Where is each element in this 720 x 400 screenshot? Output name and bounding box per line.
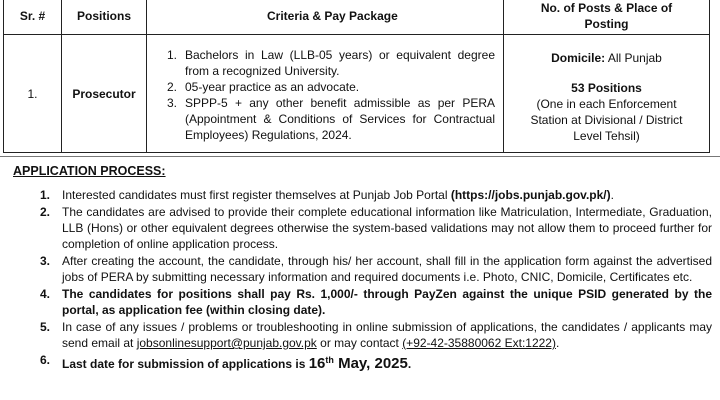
criteria-item-number: 1. — [166, 48, 177, 62]
criteria-list — [147, 47, 495, 143]
criteria-item — [147, 95, 495, 143]
row-position: Prosecutor — [62, 35, 147, 153]
step-number: 6. — [39, 353, 50, 367]
list-item — [0, 286, 712, 318]
domicile-value: All Punjab — [605, 50, 662, 65]
row-posting — [504, 35, 710, 153]
posting-detail-line2: Station at Divisional / District — [530, 112, 683, 127]
step-number: 4. — [39, 287, 50, 301]
header-sr: Sr. # — [4, 0, 62, 35]
posting-detail-line1: (One in each Enforcement — [536, 96, 677, 111]
last-date-day: 16 — [308, 355, 326, 372]
portal-url-link[interactable]: (https://jobs.punjab.gov.pk/) — [450, 188, 611, 202]
table-row — [4, 35, 710, 153]
step-text: Last date for submission of applications is 16th May, 2025. — [62, 355, 412, 372]
header-posting — [504, 0, 710, 35]
contact-phone: (+92-42-35880062 Ext:1222) — [402, 336, 556, 350]
header-positions: Positions — [62, 0, 147, 35]
table-header-row — [4, 0, 710, 35]
list-item — [0, 253, 712, 285]
header-criteria: Criteria & Pay Package — [147, 0, 504, 35]
criteria-item-text: SPPP-5 + any other benefit admissible as per PERA (Appointment & Conditions of Services for Contractual Employees) Regulations, 2024. — [185, 96, 495, 142]
row-sr: 1. — [4, 35, 62, 153]
header-posting-line1: No. of Posts & Place of — [540, 0, 673, 15]
posting-detail-line3: Level Tehsil) — [573, 128, 640, 143]
list-item — [0, 204, 712, 252]
application-process-heading: APPLICATION PROCESS: — [13, 164, 166, 178]
positions-count: 53 Positions — [571, 80, 642, 95]
last-date: May, 2025 — [333, 355, 408, 372]
criteria-item-number: 2. — [166, 80, 177, 94]
list-item — [0, 352, 712, 372]
section-divider — [0, 156, 720, 157]
step-text: The candidates are advised to provide their complete educational information like Matriculation, Intermediate, Graduation, LLB (Hons) or other equivalent degrees otherwise the system-based validations may not allow them to proceed further for completion of online application process. — [62, 205, 712, 251]
list-item — [0, 319, 712, 351]
step-number: 2. — [39, 205, 50, 219]
step-text: Interested candidates must first register themselves at Punjab Job Portal (https://jobs.punjab.gov.pk/). — [62, 188, 614, 202]
application-steps-list — [0, 187, 712, 373]
step-number: 3. — [39, 254, 50, 268]
row-criteria — [147, 35, 504, 153]
step-number: 5. — [39, 320, 50, 334]
list-item — [0, 187, 712, 203]
criteria-item-text: Bachelors in Law (LLB-05 years) or equivalent degree from a recognized University. — [185, 48, 495, 78]
criteria-item-text: 05-year practice as an advocate. — [185, 80, 360, 94]
domicile-line — [504, 50, 709, 66]
positions-table — [3, 0, 710, 153]
criteria-item-number: 3. — [166, 96, 177, 110]
step-text: In case of any issues / problems or troubleshooting in online submission of applications, the candidates / applicants may send email at jobsonlinesupport@punjab.gov.pk or may contact (+92-42-35880062 Ext:1222). — [62, 320, 712, 350]
step-number: 1. — [39, 188, 50, 202]
support-email-link[interactable]: jobsonlinesupport@punjab.gov.pk — [136, 336, 317, 350]
criteria-item — [147, 79, 495, 95]
step-text: After creating the account, the candidate, through his/ her account, shall fill in the application form against the advertised jobs of PERA by submitting necessary information and required documents i.e. Photo, CNIC, Domicile, Certificates etc. — [62, 254, 712, 284]
header-posting-line2: Posting — [584, 16, 629, 31]
criteria-item — [147, 47, 495, 79]
domicile-label: Domicile: — [551, 50, 606, 65]
step-text: The candidates for positions shall pay Rs. 1,000/- through PayZen against the unique PSID generated by the portal, as application fee (within closing date). — [62, 287, 712, 317]
last-date-suffix: th — [325, 355, 334, 365]
